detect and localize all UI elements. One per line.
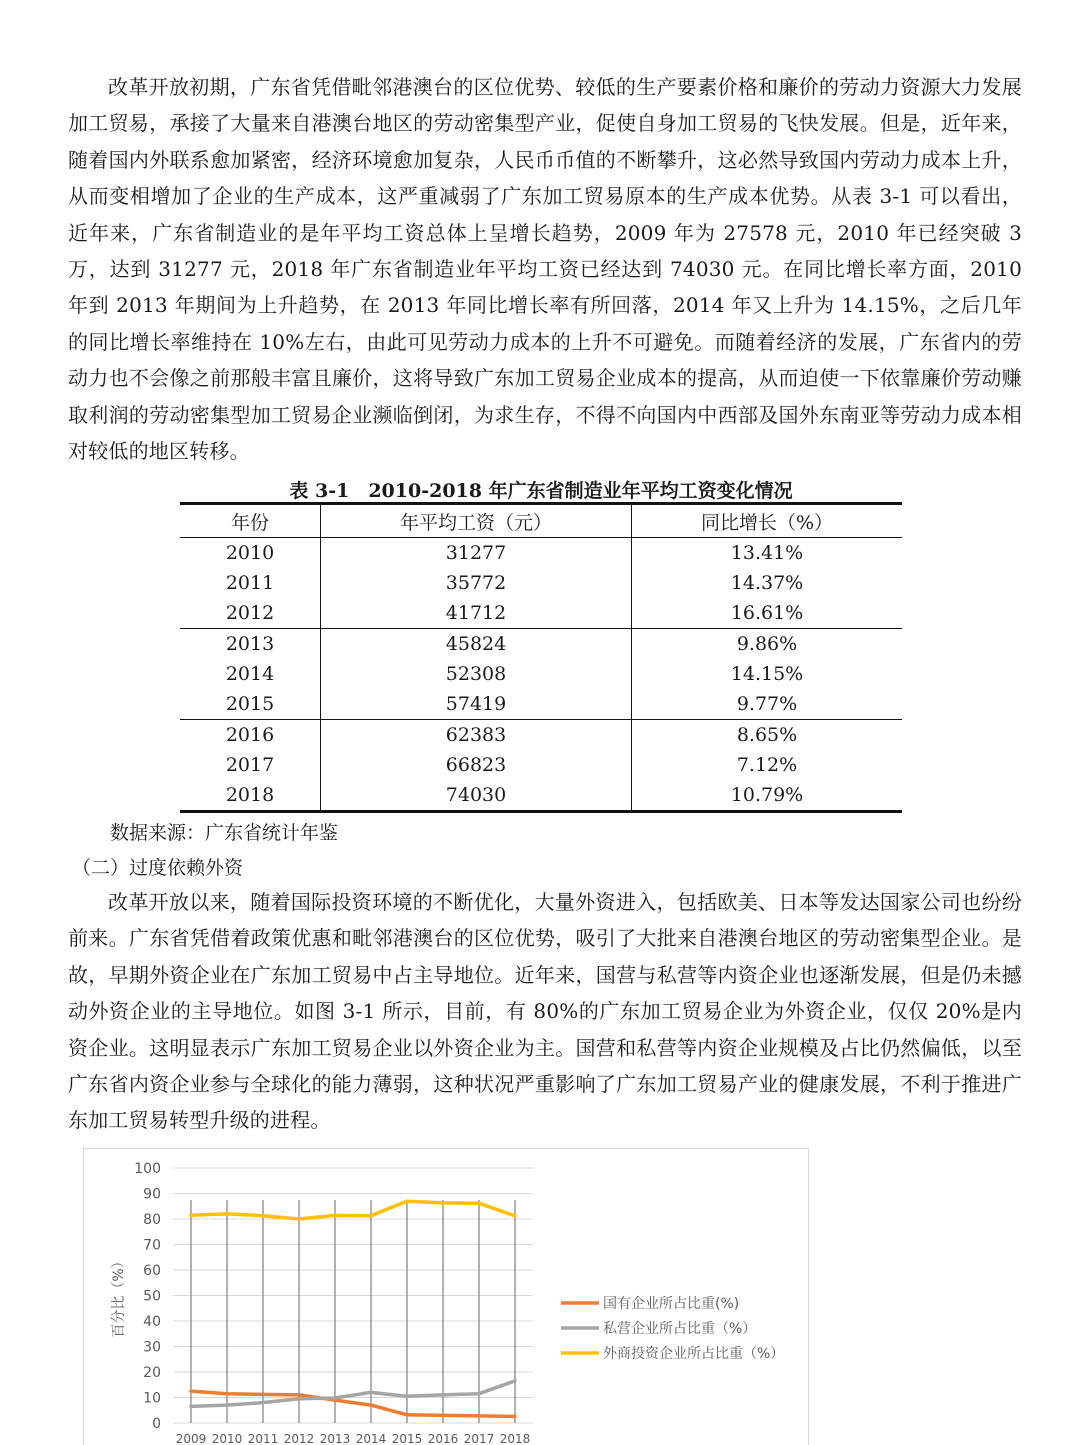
cell-growth: 14.15% xyxy=(730,663,804,685)
x-tick-label: 2010 xyxy=(211,1432,243,1445)
x-tick-label: 2014 xyxy=(355,1432,387,1445)
x-tick-label: 2009 xyxy=(175,1432,207,1445)
header-wage: 年平均工资（元） xyxy=(321,504,632,538)
table-row xyxy=(180,750,902,780)
x-tick-label: 2012 xyxy=(283,1432,315,1445)
y-tick-label: 30 xyxy=(143,1339,161,1356)
x-tick-label: 2016 xyxy=(427,1432,459,1445)
cell-wage: 45824 xyxy=(321,629,632,660)
x-tick-label: 2011 xyxy=(247,1432,279,1445)
cell-wage: 35772 xyxy=(321,568,632,598)
cell-growth: 14.37% xyxy=(730,572,804,594)
y-tick-label: 100 xyxy=(134,1161,161,1177)
section-heading: （二）过度依赖外资 xyxy=(72,857,244,879)
y-tick-label: 70 xyxy=(143,1237,161,1254)
cell-wage: 66823 xyxy=(321,750,632,780)
legend-label: 外商投资企业所占比重（%） xyxy=(603,1346,785,1362)
cell-wage: 57419 xyxy=(321,689,632,720)
paragraph-text: 改革开放以来，随着国际投资环境的不断优化，大量外资进入，包括欧美、日本等发达国家公司也纷纷前来。广东省凭借着政策优惠和毗邻港澳台的区位优势，吸引了大批来自港澳台地区的劳动密集型企业。是故，早期外资企业在广东加工贸易中占主导地位。近年来，国营与私营等内资企业也逐渐发展，但是仍未撼动外资企业的主导地位。如图 3-1 所示，目前，有 80%的广东加工贸易企业为外资企业，仅仅 20%是内资企业。这明显表示广东加工贸易企业以外资企业为主。国营和私营等内资企业规模及占比仍然偏低，以至广东省内资企业参与全球化的能力薄弱，这种状况严重影响了广东加工贸易产业的健康发展，不利于推进广东加工贸易转型升级的进程。 xyxy=(68,890,1022,1133)
table-row xyxy=(180,659,902,689)
cell-growth: 9.77% xyxy=(736,693,798,715)
cell-year: 2010 xyxy=(180,538,321,569)
y-tick-label: 0 xyxy=(152,1416,161,1432)
cell-year: 2011 xyxy=(180,568,321,598)
cell-year: 2015 xyxy=(180,689,321,720)
cell-growth: 8.65% xyxy=(632,720,903,751)
y-tick-label: 40 xyxy=(143,1314,161,1330)
cell-wage: 31277 xyxy=(321,538,632,569)
cell-growth: 10.79% xyxy=(632,780,903,812)
legend-label: 国有企业所占比重(%) xyxy=(603,1296,740,1312)
header-growth: 同比增长（%） xyxy=(632,504,903,538)
table-caption: 表 3-1 2010-2018 年广东省制造业年平均工资变化情况 xyxy=(289,480,793,502)
table-row xyxy=(180,538,902,569)
paragraph-text: 改革开放初期，广东省凭借毗邻港澳台的区位优势、较低的生产要素价格和廉价的劳动力资源大力发展加工贸易，承接了大量来自港澳台地区的劳动密集型产业，促使自身加工贸易的飞快发展。但是，近年来，随着国内外联系愈加紧密，经济环境愈加复杂，人民币币值的不断攀升，这必然导致国内劳动力成本上升，从而变相增加了企业的生产成本，这严重减弱了广东加工贸易原本的生产成本优势。从表 3-1 可以看出，近年来，广东省制造业的是年平均工资总体上呈增长趋势，2009 年为 27578 元，2010 年已经突破 3 万，达到 31277 元，2018 年广东省制造业年平均工资已经达到 74030 元。在同比增长率方面，2010 年到 2013 年期间为上升趋势，在 2013 年同比增长率有所回落，2014 年又上升为 14.15%，之后几年的同比增长率维持在 10%左右，由此可见劳动力成本的上升不可避免。而随着经济的发展，广东省内的劳动力也不会像之前那般丰富且廉价，这将导致广东加工贸易企业成本的提高，从而迫使一下依靠廉价劳动赚取利润的劳动密集型加工贸易企业濒临倒闭，为求生存，不得不向国内中西部及国外东南亚等劳动力成本相对较低的地区转移。 xyxy=(68,75,1022,464)
y-tick-label: 80 xyxy=(143,1212,161,1228)
table-row xyxy=(180,568,902,598)
y-tick-label: 60 xyxy=(143,1263,161,1279)
cell-growth: 16.61% xyxy=(730,602,804,624)
table-row xyxy=(180,689,902,720)
x-tick-label: 2015 xyxy=(391,1432,423,1445)
line-chart xyxy=(83,1148,809,1445)
x-tick-label: 2013 xyxy=(319,1432,351,1445)
y-tick-label: 20 xyxy=(143,1365,161,1381)
x-tick-label: 2018 xyxy=(499,1432,531,1445)
paragraph-foreign-investment xyxy=(68,884,1022,1139)
cell-year: 2013 xyxy=(180,629,321,660)
cell-wage: 74030 xyxy=(321,780,632,812)
table-row xyxy=(180,720,902,751)
header-year: 年份 xyxy=(180,504,321,538)
cell-growth: 13.41% xyxy=(730,542,804,564)
y-tick-label: 50 xyxy=(143,1288,161,1305)
cell-year: 2016 xyxy=(180,720,321,751)
cell-wage: 62383 xyxy=(321,720,632,751)
cell-year: 2018 xyxy=(180,780,321,812)
cell-year: 2012 xyxy=(180,598,321,629)
line-chart-figure xyxy=(83,1148,809,1445)
cell-growth: 9.86% xyxy=(632,629,903,660)
cell-year: 2014 xyxy=(180,659,321,689)
table-header-row xyxy=(180,504,902,538)
table-row xyxy=(180,598,902,629)
cell-growth: 7.12% xyxy=(736,754,798,776)
table-row xyxy=(180,629,902,660)
paragraph-labor-cost xyxy=(68,69,1022,469)
cell-year: 2017 xyxy=(180,750,321,780)
cell-wage: 52308 xyxy=(321,659,632,689)
x-tick-label: 2017 xyxy=(463,1432,495,1445)
table-row xyxy=(180,780,902,812)
cell-wage: 41712 xyxy=(321,598,632,629)
legend-label: 私营企业所占比重（%） xyxy=(603,1321,757,1337)
source-note: 数据来源：广东省统计年鉴 xyxy=(110,822,339,844)
y-tick-label: 90 xyxy=(143,1186,161,1203)
y-axis-label: 百分比（%） xyxy=(111,1254,127,1338)
y-tick-label: 10 xyxy=(143,1390,161,1407)
wage-table xyxy=(180,502,902,813)
